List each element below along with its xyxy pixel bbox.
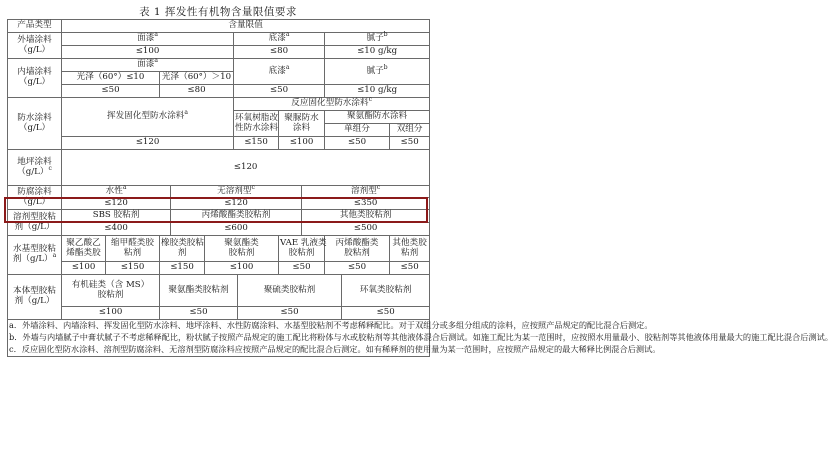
anticorrosion-solventless-header: 无溶剂型$^c$ bbox=[171, 186, 302, 198]
table-row bbox=[8, 85, 430, 98]
interior-putty-value: ≤10 g/kg bbox=[325, 85, 430, 98]
notes-row bbox=[8, 320, 430, 357]
anticorrosion-solvent-header: 溶剂型$^c$ bbox=[302, 186, 430, 198]
waterproof-epoxy-header: 环氧树脂改 性防水涂料 bbox=[234, 111, 279, 137]
interior-primer-value: ≤50 bbox=[234, 85, 325, 98]
note-b: b．外墙与内墙腻子中膏状腻子不考虑稀释配比，粉状腻子按照产品规定的施工配比将粉体与水或胶粘剂等其他液体混合后测试。如施工配比为某一范围时，应按照水用量最小、胶粘剂等其他液体用量最大的施工配比混合后测试。 bbox=[9, 331, 833, 342]
water-adhesive-vae-header: VAE 乳液类 胶粘剂 bbox=[279, 236, 325, 262]
interior-primer-header: 底漆$^a$ bbox=[234, 59, 325, 85]
exterior-topcoat-value: ≤100 bbox=[62, 46, 234, 59]
table-row bbox=[8, 275, 430, 307]
body-adhesive-pu-value: ≤50 bbox=[160, 307, 238, 320]
body-adhesive-polysulfide-header: 聚硫类胶粘剂 bbox=[238, 275, 342, 307]
table-row bbox=[8, 262, 430, 275]
interior-gloss-low-value: ≤50 bbox=[62, 85, 160, 98]
waterproof-polyurea-header: 聚脲防水 涂料 bbox=[279, 111, 325, 137]
waterproof-reactive-header: 反应固化型防水涂料$^c$ bbox=[234, 98, 430, 111]
note-c: c．反应固化型防水涂料、溶剂型防腐涂料、无溶剂型防腐涂料应按照产品规定的配比混合后测定。如有稀释剂的使用量为某一范围时，应按照产品规定的最大稀释比例混合后测试。 bbox=[9, 343, 661, 354]
table-row bbox=[8, 186, 430, 198]
row-label-body-adhesive: 本体型胶粘 剂（g/L） bbox=[8, 275, 62, 320]
row-label-waterproof: 防水涂料 （g/L） bbox=[8, 98, 62, 150]
header-content-limit: 含量限值 bbox=[62, 20, 430, 33]
solvent-adhesive-acrylic-header: 丙烯酸酯类胶粘剂 bbox=[171, 210, 302, 223]
row-label-floor: 地坪涂料 $(g/L)^c$ bbox=[8, 150, 62, 186]
floor-value: ≤120 bbox=[62, 150, 430, 186]
waterproof-volatile-header: 挥发固化型防水涂料$^a$ bbox=[62, 98, 234, 137]
anticorrosion-waterborne-header: 水性$^a$ bbox=[62, 186, 171, 198]
exterior-primer-header: 底漆$^a$ bbox=[234, 33, 325, 46]
table-row bbox=[8, 210, 430, 223]
exterior-putty-header: 腻子$^b$ bbox=[325, 33, 430, 46]
row-label-solvent-adhesive: 溶剂型胶粘 剂（g/L） bbox=[8, 210, 62, 236]
row-label-exterior: 外墙涂料 （g/L） bbox=[8, 33, 62, 59]
water-adhesive-pva-value: ≤100 bbox=[62, 262, 106, 275]
solvent-adhesive-sbs-value: ≤400 bbox=[62, 223, 171, 236]
interior-putty-header: 腻子$^b$ bbox=[325, 59, 430, 85]
body-adhesive-silicone-header: 有机硅类（含 MS） 胶粘剂 bbox=[62, 275, 160, 307]
waterproof-single-header: 单组分 bbox=[325, 124, 390, 137]
anticorrosion-solventless-value: ≤120 bbox=[171, 198, 302, 210]
solvent-adhesive-sbs-header: SBS 胶粘剂 bbox=[62, 210, 171, 223]
exterior-primer-value: ≤80 bbox=[234, 46, 325, 59]
waterproof-double-value: ≤50 bbox=[390, 137, 430, 150]
water-adhesive-other-header: 其他类胶 粘剂 bbox=[390, 236, 430, 262]
header-row bbox=[8, 20, 430, 33]
waterproof-pu-header: 聚氨酯防水涂料 bbox=[325, 111, 430, 124]
voc-limit-table bbox=[7, 19, 833, 357]
waterproof-volatile-value: ≤120 bbox=[62, 137, 234, 150]
water-adhesive-rubber-value: ≤150 bbox=[160, 262, 205, 275]
water-adhesive-pu-header: 聚氨酯类 胶粘剂 bbox=[205, 236, 279, 262]
interior-gloss-high: 光泽（60°）＞10 bbox=[160, 72, 234, 85]
solvent-adhesive-other-value: ≤500 bbox=[302, 223, 430, 236]
exterior-putty-value: ≤10 g/kg bbox=[325, 46, 430, 59]
water-adhesive-vae-value: ≤50 bbox=[279, 262, 325, 275]
water-adhesive-formal-value: ≤150 bbox=[106, 262, 160, 275]
note-a: a．外墙涂料、内墙涂料、挥发固化型防水涂料、地坪涂料、水性防腐涂料、水基型胶粘剂不考虑稀释配比。对于双组分或多组分组成的涂料，应按照产品规定的配比混合后测定。 bbox=[9, 320, 653, 330]
anticorrosion-waterborne-value: ≤120 bbox=[62, 198, 171, 210]
table-row bbox=[8, 223, 430, 236]
table-row bbox=[8, 198, 430, 210]
water-adhesive-other-value: ≤50 bbox=[390, 262, 430, 275]
table-row bbox=[8, 137, 430, 150]
water-adhesive-acrylic-header: 丙烯酸酯类 胶粘剂 bbox=[325, 236, 390, 262]
interior-gloss-high-value: ≤80 bbox=[160, 85, 234, 98]
exterior-topcoat-header: 面漆$^a$ bbox=[62, 33, 234, 46]
body-adhesive-polysulfide-value: ≤50 bbox=[238, 307, 342, 320]
header-product-type: 产品类型 bbox=[8, 20, 62, 33]
anticorrosion-solvent-value: ≤350 bbox=[302, 198, 430, 210]
water-adhesive-pu-value: ≤100 bbox=[205, 262, 279, 275]
row-label-water-adhesive: 水基型胶粘 剂$(g/L)^a$ bbox=[8, 236, 62, 275]
water-adhesive-rubber-header: 橡胶类胶粘 剂 bbox=[160, 236, 205, 262]
body-adhesive-pu-header: 聚氨酯类胶粘剂 bbox=[160, 275, 238, 307]
table-row bbox=[8, 59, 430, 72]
table-row bbox=[8, 46, 430, 59]
waterproof-epoxy-value: ≤150 bbox=[234, 137, 279, 150]
table-row bbox=[8, 307, 430, 320]
body-adhesive-epoxy-header: 环氧类胶粘剂 bbox=[342, 275, 430, 307]
row-label-anticorrosion: 防腐涂料 （g/L） bbox=[8, 186, 62, 210]
row-label-interior: 内墙涂料 （g/L） bbox=[8, 59, 62, 98]
table-notes bbox=[8, 320, 833, 357]
waterproof-polyurea-value: ≤100 bbox=[279, 137, 325, 150]
table-row bbox=[8, 150, 430, 186]
table-row bbox=[8, 236, 430, 262]
waterproof-single-value: ≤50 bbox=[325, 137, 390, 150]
table-row bbox=[8, 33, 430, 46]
table-row bbox=[8, 98, 430, 111]
water-adhesive-pva-header: 聚乙酸乙 烯酯类胶 bbox=[62, 236, 106, 262]
waterproof-double-header: 双组分 bbox=[390, 124, 430, 137]
water-adhesive-formal-header: 缩甲醛类胶 粘剂 bbox=[106, 236, 160, 262]
interior-topcoat-header: 面漆$^a$ bbox=[62, 59, 234, 72]
interior-gloss-low: 光泽（60°）≤10 bbox=[62, 72, 160, 85]
water-adhesive-acrylic-value: ≤50 bbox=[325, 262, 390, 275]
body-adhesive-silicone-value: ≤100 bbox=[62, 307, 160, 320]
table-title: 表 1 挥发性有机物含量限值要求 bbox=[139, 6, 297, 18]
solvent-adhesive-acrylic-value: ≤600 bbox=[171, 223, 302, 236]
solvent-adhesive-other-header: 其他类胶粘剂 bbox=[302, 210, 430, 223]
body-adhesive-epoxy-value: ≤50 bbox=[342, 307, 430, 320]
